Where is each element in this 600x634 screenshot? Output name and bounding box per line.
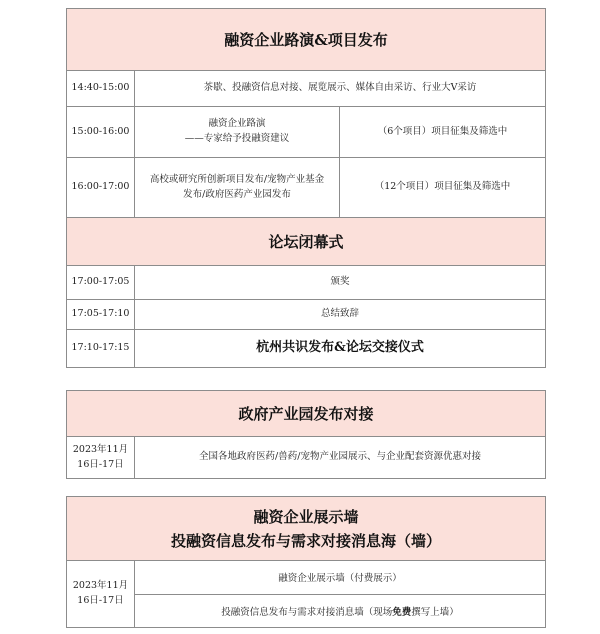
section-header-roadshow — [67, 9, 545, 71]
time-cell — [67, 437, 135, 478]
section-title-line: 投融资信息发布与需求对接消息海（墙） — [170, 531, 441, 550]
content-subcell — [135, 594, 545, 628]
content-cell: 茶歇、投融资信息对接、展览展示、媒体自由采访、行业大V采访 — [203, 82, 477, 94]
table-row — [67, 107, 545, 158]
section-title: 融资企业路演&项目发布 — [224, 30, 388, 49]
content-line: 高校或研究所创新项目发布/宠物产业基金 — [149, 173, 325, 185]
time-cell: 17:00-17:05 — [67, 266, 135, 299]
time-cell: 17:05-17:10 — [67, 300, 135, 329]
content-subcell — [135, 561, 545, 594]
time-line: 16日-17日 — [77, 595, 124, 606]
time-line: 2023年11月 — [72, 443, 129, 455]
content-cell — [135, 107, 340, 157]
content-cell: 总结致辞 — [320, 308, 359, 320]
section-header-industrial-park — [67, 391, 545, 437]
content-cell — [135, 158, 340, 217]
content-text: 投融资信息发布与需求对接消息墙（现场 — [221, 606, 393, 618]
section-title: 论坛闭幕式 — [268, 232, 344, 251]
content-cell: 全国各地政府医药/兽药/宠物产业园展示、与企业配套资源优惠对接 — [199, 451, 481, 463]
content-line: 发布/政府医药产业园发布 — [183, 188, 291, 200]
content-line: 融资企业路演 — [208, 118, 266, 130]
table-row — [67, 300, 545, 330]
time-cell: 15:00-16:00 — [67, 107, 135, 157]
time-cell: 16:00-17:00 — [67, 158, 135, 217]
content-text: 撰写上墙） — [411, 606, 459, 618]
content-line: 融资企业展示墙（付费展示） — [278, 573, 402, 585]
time-cell — [67, 561, 135, 627]
agenda-table-showcase — [66, 496, 546, 628]
agenda-table-industrial-park — [66, 390, 546, 479]
content-line — [221, 604, 459, 618]
content-line: ——专家给予投融资建议 — [184, 133, 290, 144]
section-header-showcase — [67, 497, 545, 561]
table-row — [67, 71, 545, 107]
content-stack — [135, 561, 545, 627]
section-title-line: 融资企业展示墙 — [253, 507, 359, 526]
content-cell: 颁奖 — [330, 276, 350, 288]
table-row — [67, 561, 545, 627]
table-row — [67, 437, 545, 478]
section-header-closing — [67, 218, 545, 266]
table-row — [67, 330, 545, 367]
agenda-table-main — [66, 8, 546, 368]
content-cell: 杭州共识发布&论坛交接仪式 — [256, 340, 424, 356]
time-line: 16日-17日 — [77, 458, 124, 470]
time-line: 2023年11月 — [72, 580, 129, 592]
time-cell: 14:40-15:00 — [67, 71, 135, 106]
table-row — [67, 158, 545, 218]
table-row — [67, 266, 545, 300]
note-cell: （12个项目）项目征集及筛选中 — [374, 181, 511, 193]
note-cell: （6个项目）项目征集及筛选中 — [377, 125, 508, 137]
time-cell: 17:10-17:15 — [67, 330, 135, 367]
emphasis-text: 免费 — [392, 606, 412, 618]
section-title: 政府产业园发布对接 — [238, 404, 374, 423]
